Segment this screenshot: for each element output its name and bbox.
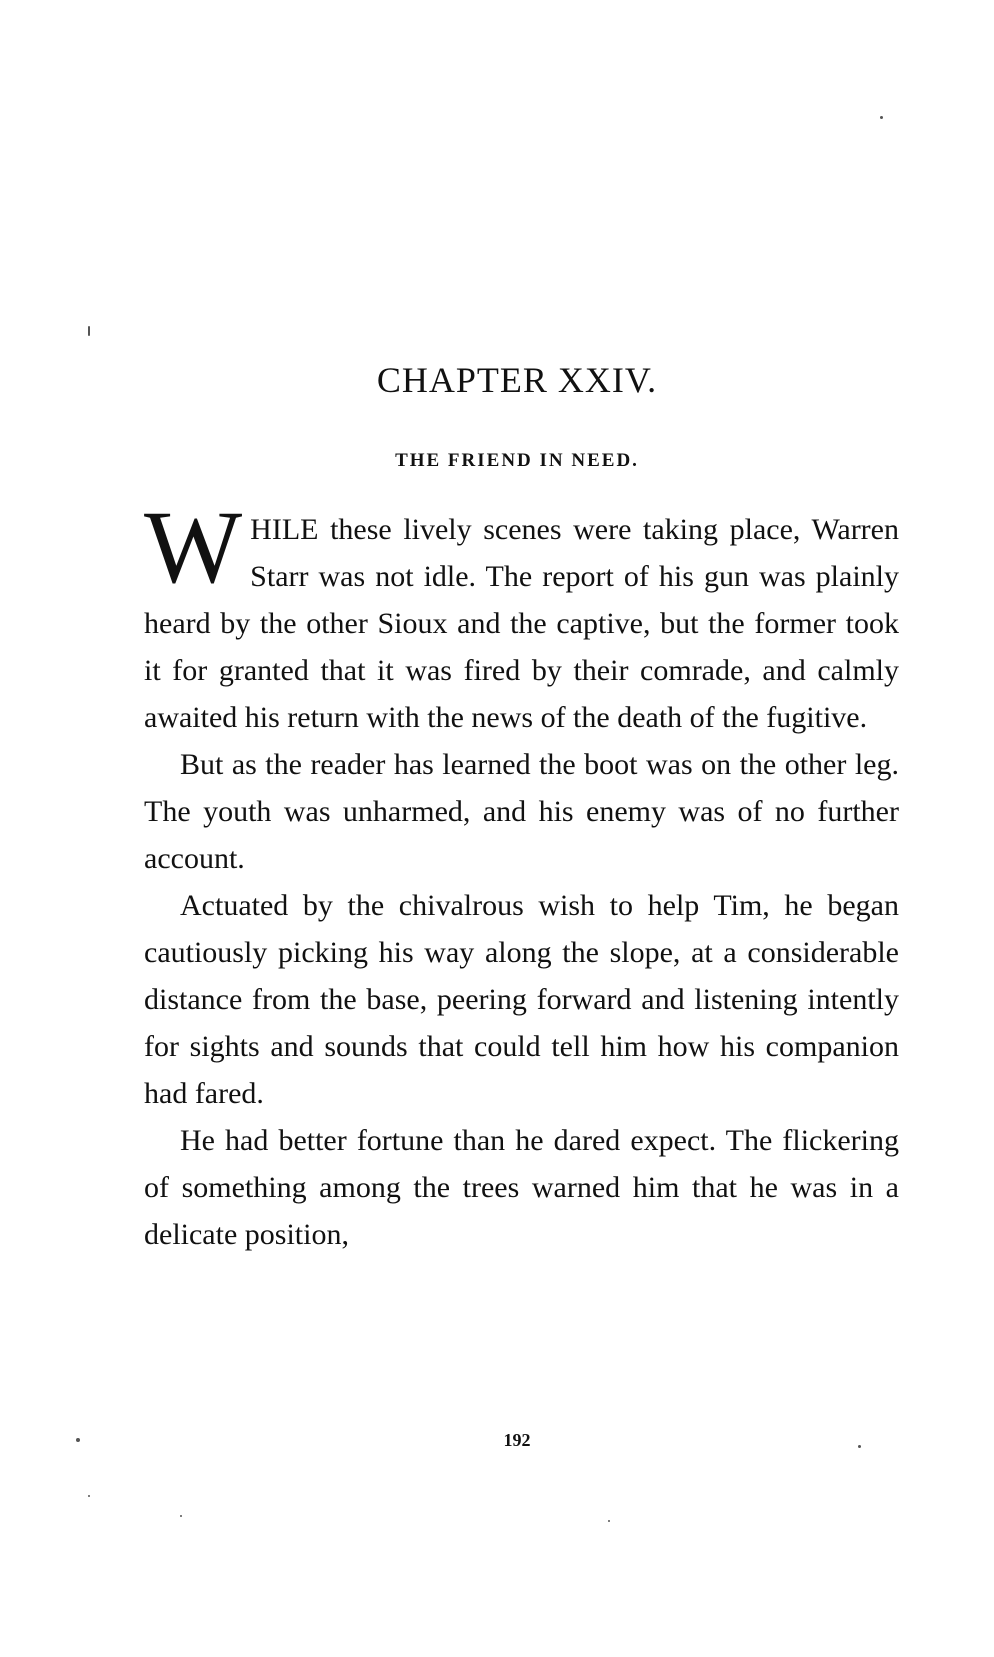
scan-speck [858,1445,861,1448]
page-number: 192 [503,1430,531,1450]
paragraph-1-text: HILE these lively scenes were taking place, Warren Starr was not idle. The report of his gun was plainly heard by the other Sioux and the captive, but the former took it for granted that it was fired by their comrade, and calmly awaited his return with the news of the death of the fugitive. [144,513,899,734]
scan-speck [88,1495,90,1497]
scan-speck [608,1520,610,1522]
paragraph-1 [144,490,899,741]
paragraph-4: He had better fortune than he dared expect. The flickering of something among the trees warned him that he was in a delicate position, [144,1124,899,1251]
chapter-title: CHAPTER XXIV. [376,360,658,400]
chapter-body [144,490,899,1258]
scan-speck [180,1515,182,1517]
scan-speck [880,116,883,119]
paragraph-2: But as the reader has learned the boot was on the other leg. The youth was unharmed, and his enemy was of no further account. [144,748,899,875]
scan-speck [88,326,90,336]
scan-speck [76,1438,80,1442]
drop-cap-letter: W [144,490,243,605]
paragraph-3: Actuated by the chivalrous wish to help Tim, he began cautiously picking his way along the slope, at a considerable distance from the base, peering forward and listening intently for sights and sounds that could tell him how his companion had fared. [144,889,899,1110]
chapter-subtitle: THE FRIEND IN NEED. [395,450,639,471]
